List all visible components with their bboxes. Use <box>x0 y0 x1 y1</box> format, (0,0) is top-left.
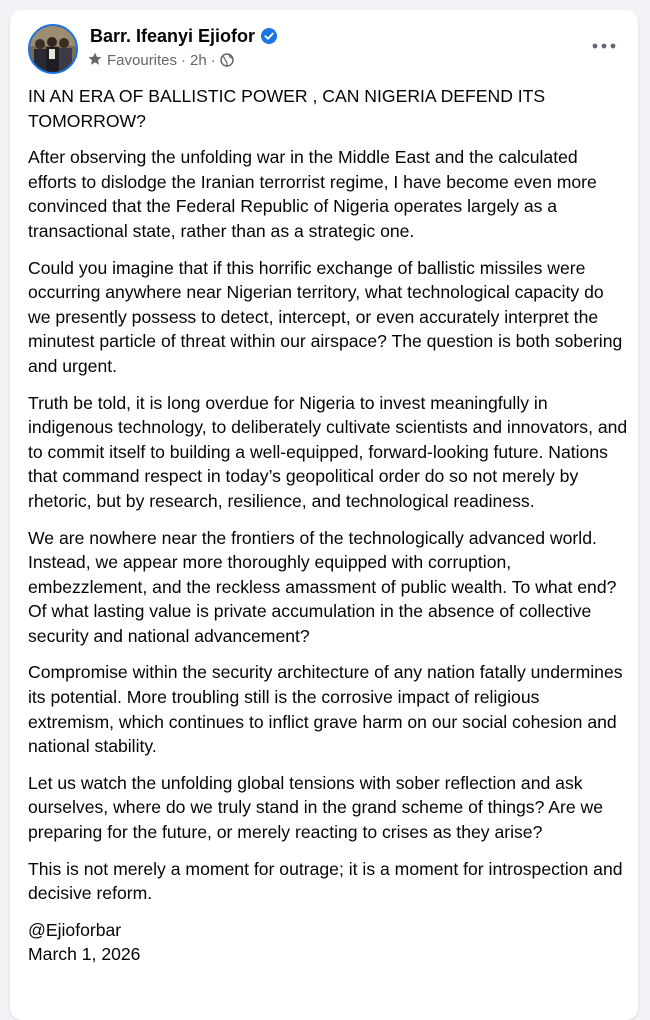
more-options-button[interactable] <box>588 34 620 58</box>
post-signature <box>28 918 628 967</box>
avatar-image <box>30 26 76 72</box>
audience-label[interactable]: Favourites <box>107 52 178 69</box>
post-header <box>10 10 638 90</box>
post-card <box>10 10 638 1020</box>
post-headline: IN AN ERA OF BALLISTIC POWER , CAN NIGERIA DEFEND ITS TOMORROW? <box>28 86 546 131</box>
author-name[interactable] <box>90 26 277 49</box>
meta-separator: · <box>181 52 187 69</box>
post-paragraph: Truth be told, it is long overdue for Nigeria to invest meaningfully in indigenous technology, to deliberately cultivate scientists and innovators, and to commit itself to building a well-equipped, forward-looking future. Nations that command respect in today’s geopolitical order do so not merely by rhetoric, but by research, resilience, and technological readiness. <box>28 392 628 511</box>
post-paragraph: Let us watch the unfolding global tensions with sober reflection and ask ourselves, where do we truly stand in the grand scheme of things? Are we preparing for the future, or merely reacting to crises as they arise? <box>28 772 604 843</box>
post-paragraph: After observing the unfolding war in the Middle East and the calculated efforts to dislodge the Iranian terrorrist regime, I have become even more convinced that the Federal Republic of Nigeria operates largely as a transactional state, rather than as a strategic one. <box>28 147 597 241</box>
post-paragraph: Could you imagine that if this horrific exchange of ballistic missiles were occurring anywhere near Nigerian territory, what technological capacity do we presently possess to detect, intercept, or even accurately interpret the minutest particle of threat within our airspace? The question is both sobering and urgent. <box>28 257 623 376</box>
author-name-text: Barr. Ifeanyi Ejiofor <box>90 26 256 46</box>
signature-date: March 1, 2026 <box>28 944 141 965</box>
more-options-icon <box>592 43 616 49</box>
post-paragraph: This is not merely a moment for outrage; it is a moment for introspection and decisive reform. <box>28 858 623 904</box>
star-icon <box>88 52 107 69</box>
post-timestamp[interactable]: 2h <box>190 52 207 69</box>
post-paragraph: We are nowhere near the frontiers of the technologically advanced world. Instead, we appear more thoroughly equipped with corruption, embezzlement, and the reckless amassment of public wealth. To what end? Of what lasting value is private accumulation in the absence of collective security and national advancement? <box>28 527 617 646</box>
post-meta <box>88 52 234 69</box>
verified-badge-icon <box>261 28 277 49</box>
author-avatar[interactable] <box>28 24 78 74</box>
meta-separator: · <box>210 52 216 69</box>
globe-icon[interactable] <box>220 52 234 69</box>
post-paragraph: Compromise within the security architecture of any nation fatally undermines its potential. More troubling still is the corrosive impact of religious extremism, which continues to inflict grave harm on our social cohesion and national stability. <box>28 662 623 757</box>
post-text <box>28 84 628 967</box>
signature-handle[interactable]: @Ejioforbar <box>28 919 122 940</box>
